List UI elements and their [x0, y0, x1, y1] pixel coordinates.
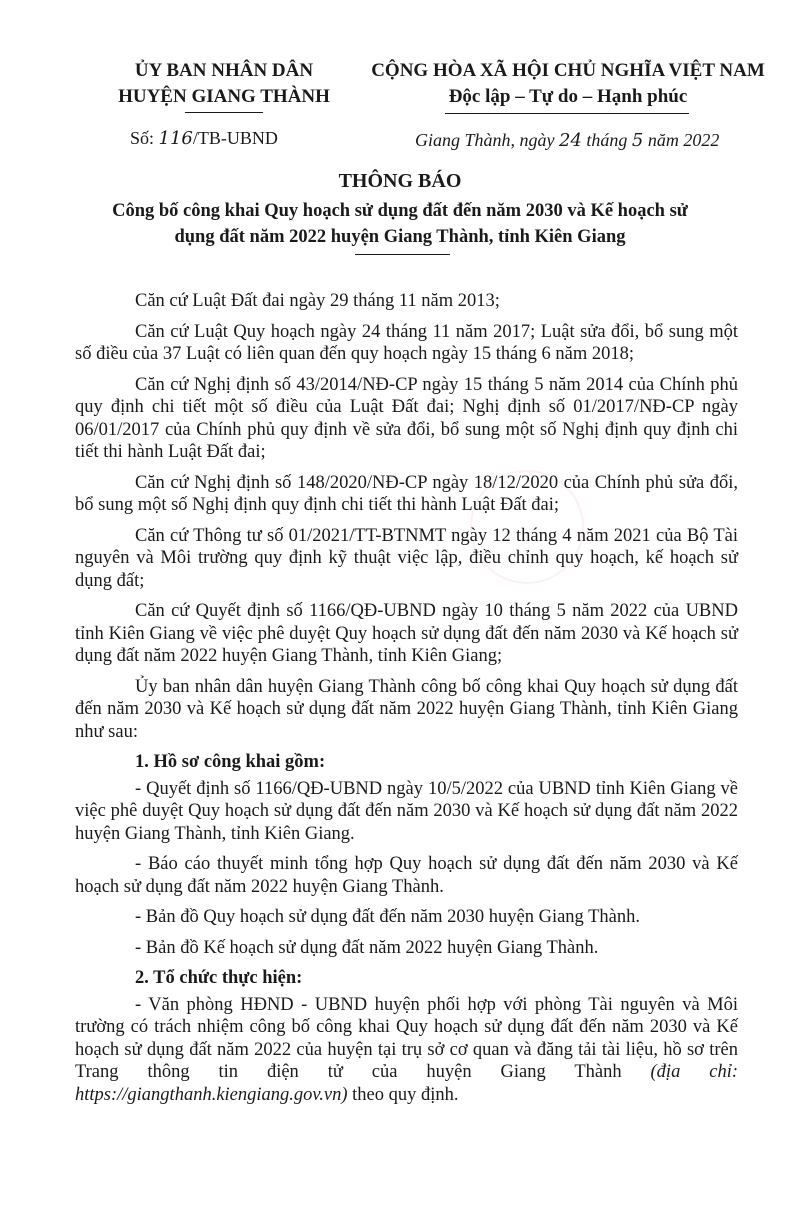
paragraph: Căn cứ Quyết định số 1166/QĐ-UBND ngày 10 tháng 5 năm 2022 của UBND tỉnh Kiên Giang về việc phê duyệt Quy hoạch sử dụng đất đến năm 2030 và Kế hoạch sử dụng đất năm 2022 huyện Giang Thành, tỉnh Kiên Giang;	[75, 601, 738, 666]
list-item: - Báo cáo thuyết minh tổng hợp Quy hoạch sử dụng đất đến năm 2030 và Kế hoạch sử dụng đất năm 2022 huyện Giang Thành.	[75, 854, 738, 897]
document-number	[130, 128, 278, 149]
agency-underline	[185, 112, 263, 113]
national-header	[368, 58, 768, 110]
paragraph: Căn cứ Nghị định số 148/2020/NĐ-CP ngày 18/12/2020 của Chính phủ sửa đổi, bổ sung một số Nghị định quy định chi tiết thi hành Luật Đất đai;	[75, 472, 738, 515]
document-body	[75, 290, 738, 1114]
website-address: (địa chỉ: https://giangthanh.kiengiang.gov.vn)	[75, 1062, 738, 1105]
section-heading: 1. Hồ sơ công khai gồm:	[135, 752, 326, 772]
issuing-agency	[95, 58, 353, 110]
implementation-end: theo quy định.	[347, 1084, 459, 1105]
motto-underline	[445, 113, 689, 114]
number-prefix: Số:	[130, 128, 159, 148]
number-handwritten: 116	[158, 128, 193, 149]
paragraph: Căn cứ Luật Quy hoạch ngày 24 tháng 11 năm 2017; Luật sửa đổi, bổ sung một số điều của 37 Luật có liên quan đến quy hoạch ngày 15 tháng 6 năm 2018;	[75, 321, 738, 364]
national-motto: Độc lập – Tự do – Hạnh phúc	[448, 86, 688, 107]
paragraph: Ủy ban nhân dân huyện Giang Thành công bố công khai Quy hoạch sử dụng đất đến năm 2030 và Kế hoạch sử dụng đất năm 2022 huyện Giang Thành, tỉnh Kiên Giang như sau:	[75, 676, 738, 742]
dateline	[415, 130, 719, 151]
section-heading: 2. Tổ chức thực hiện:	[135, 968, 303, 988]
list-item: - Bản đồ Kế hoạch sử dụng đất năm 2022 huyện Giang Thành.	[135, 937, 599, 958]
date-place: Giang Thành, ngày	[415, 130, 559, 150]
agency-line-1: ỦY BAN NHÂN DÂN	[134, 60, 314, 81]
subtitle-underline	[355, 254, 450, 255]
national-title: CỘNG HÒA XÃ HỘI CHỦ NGHĨA VIỆT NAM	[371, 60, 765, 81]
date-month: 5	[631, 130, 644, 151]
paragraph: Căn cứ Thông tư số 01/2021/TT-BTNMT ngày 12 tháng 4 năm 2021 của Bộ Tài nguyên và Môi trường quy định kỹ thuật việc lập, điều chỉnh quy hoạch, kế hoạch sử dụng đất;	[75, 525, 738, 591]
implementation-text: - Văn phòng HĐND - UBND huyện phối hợp với phòng Tài nguyên và Môi trường có trách nhiệm công bố công khai Quy hoạch sử dụng đất đến năm 2030 và Kế hoạch sử dụng đất năm 2022 của huyện tại trụ sở cơ quan và đăng tải tài liệu, hồ sơ trên Trang thông tin điện tử của huyện Giang Thành	[75, 994, 738, 1082]
date-day: 24	[559, 130, 582, 151]
paragraph: Căn cứ Nghị định số 43/2014/NĐ-CP ngày 15 tháng 5 năm 2014 của Chính phủ quy định chi tiết một số điều của Luật Đất đai; Nghị định số 01/2017/NĐ-CP ngày 06/01/2017 của Chính phủ quy định về sửa đổi, bổ sung một số Nghị định quy định chi tiết thi hành Luật Đất đai;	[75, 374, 738, 462]
number-suffix: /TB-UBND	[192, 128, 278, 148]
list-item	[75, 994, 738, 1107]
document-subtitle: Công bố công khai Quy hoạch sử dụng đất đến năm 2030 và Kế hoạch sử dụng đất năm 2022 huyện Giang Thành, tỉnh Kiên Giang	[112, 201, 688, 247]
list-item: - Bản đồ Quy hoạch sử dụng đất đến năm 2030 huyện Giang Thành.	[135, 907, 640, 927]
document-title: THÔNG BÁO	[338, 170, 462, 192]
list-item: - Quyết định số 1166/QĐ-UBND ngày 10/5/2022 của UBND tỉnh Kiên Giang về việc phê duyệt Quy hoạch sử dụng đất đến năm 2030 và Kế hoạch sử dụng đất năm 2022 huyện Giang Thành, tỉnh Kiên Giang.	[75, 778, 738, 844]
date-year: năm 2022	[643, 130, 720, 150]
paragraph: Căn cứ Luật Đất đai ngày 29 tháng 11 năm 2013;	[135, 291, 500, 311]
date-month-label: tháng	[581, 130, 632, 150]
agency-line-2: HUYỆN GIANG THÀNH	[118, 86, 330, 107]
